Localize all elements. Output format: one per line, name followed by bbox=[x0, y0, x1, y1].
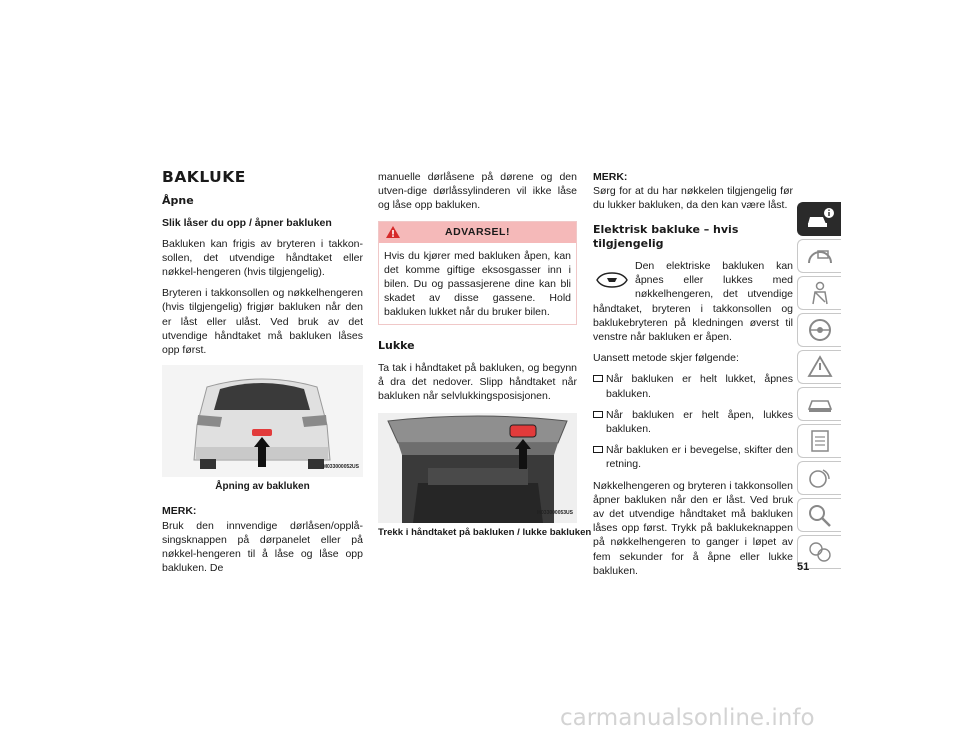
right-note-text: Sørg for at du har nøkkelen tilgjengelig før du lukker bakluken, da den kan være låst. bbox=[593, 185, 793, 212]
checkbox-icon bbox=[593, 446, 603, 453]
checkbox-icon bbox=[593, 375, 603, 382]
right-note-label: MERK: bbox=[593, 171, 628, 183]
seatbelt-icon bbox=[805, 280, 835, 306]
tab-safety[interactable] bbox=[797, 276, 841, 310]
open-para-2: Bryteren i takkonsollen og nøkkelhengeren (hvis tilgjengelig) frigjør bakluken når den er låst eller ulåst. Ved bruk av det utvendige håndtaket må bakluken låses opp først. bbox=[162, 287, 363, 357]
figure-caption-open: Åpning av bakluken bbox=[215, 481, 310, 493]
list-item: Når bakluken er helt åpen, lukkes bakluken. bbox=[593, 408, 793, 436]
open-heading: Åpne bbox=[162, 194, 194, 208]
tab-service[interactable] bbox=[797, 387, 841, 421]
close-para: Ta tak i håndtaket på bakluken, og begynn å dra det nedover. Slipp håndtaket når bakluken når selvlukkingsposisjonen. bbox=[378, 361, 577, 403]
car-info-icon bbox=[805, 206, 835, 232]
tab-emergency[interactable] bbox=[797, 350, 841, 384]
note-text-visible-part: Bruk den innvendige dørlåsen/opplå-singsknappen på dørpanelet eller på nøkkel-hengeren til å låse og låse opp bakluken. De bbox=[162, 519, 363, 575]
tab-driving[interactable] bbox=[797, 313, 841, 347]
chapter-tabs bbox=[797, 202, 841, 572]
multimedia-icon bbox=[805, 465, 835, 491]
figure-code: M033000053US bbox=[536, 510, 573, 517]
power-liftgate-heading: Elektrisk bakluke – hvis tilgjengelig bbox=[593, 222, 739, 250]
tab-specifications[interactable] bbox=[797, 424, 841, 458]
roadside-icon bbox=[805, 354, 835, 380]
section-title: BAKLUKE bbox=[162, 168, 246, 186]
key-fob-icon bbox=[593, 265, 631, 295]
warning-header bbox=[379, 222, 576, 243]
tab-multimedia[interactable] bbox=[797, 461, 841, 495]
watermark: carmanualsonline.info bbox=[560, 705, 815, 731]
tab-index[interactable] bbox=[797, 498, 841, 532]
final-paragraph: Nøkkelhengeren og bryteren i takkonsollen åpner bakluken når den er låst. Ved bruk av det utvendige håndtaket må bakluken låses opp først. Trykk på baklukeknappen på nøkkelhengeren to ganger i løpet av fem sekunder for å åpne eller lukke bakluken. bbox=[593, 479, 793, 577]
close-heading: Lukke bbox=[378, 338, 415, 352]
warning-box bbox=[378, 221, 577, 325]
warning-text: Hvis du kjører med bakluken åpen, kan det komme giftige eksosgasser inn i bilen. Du og passasjerene dine kan bli skadet av disse gassene. Hold bakluken lukket når du bruker bilen. bbox=[384, 249, 571, 319]
note-label: MERK: bbox=[162, 505, 197, 518]
list-item: Når bakluken er helt lukket, åpnes bakluken. bbox=[593, 372, 793, 400]
figure-caption-close: Trekk i håndtaket på bakluken / lukke bakluken bbox=[378, 527, 592, 539]
open-para-1: Bakluken kan frigis av bryteren i takkon-sollen, det utvendige håndtaket eller nøkkel-hengeren (hvis tilgjengelig). bbox=[162, 237, 363, 279]
warning-title: ADVARSEL! bbox=[445, 225, 510, 238]
tailgate-photo bbox=[378, 413, 577, 523]
column-middle bbox=[378, 170, 592, 551]
tab-dashboard[interactable] bbox=[797, 239, 841, 273]
open-subheading: Slik låser du opp / åpner bakluken bbox=[162, 217, 332, 230]
list-item: Når bakluken er i bevegelse, skifter den retning. bbox=[593, 443, 793, 471]
spec-list-icon bbox=[805, 428, 835, 454]
steering-wheel-icon bbox=[805, 317, 835, 343]
tab-vehicle-info[interactable] bbox=[797, 202, 841, 236]
page-number: 51 bbox=[797, 561, 810, 573]
rear-suv-photo bbox=[162, 365, 363, 477]
warning-triangle-icon bbox=[385, 225, 401, 239]
note-text-continued: manuelle dørlåsene på dørene og den utven-dige dørlåssylinderen vil ikke låse og låse opp bakluken. bbox=[378, 171, 577, 212]
checkbox-icon bbox=[593, 411, 603, 418]
method-lead: Uansett metode skjer følgende: bbox=[593, 352, 739, 365]
figure-code: M033000052US bbox=[322, 464, 359, 471]
dashboard-icon bbox=[805, 243, 835, 269]
column-left bbox=[162, 170, 363, 582]
magnifier-icon bbox=[805, 502, 835, 528]
column-right bbox=[593, 170, 793, 585]
key-fob-section bbox=[593, 259, 793, 344]
service-car-icon bbox=[805, 391, 835, 417]
power-liftgate-intro: Den elektriske bakluken kan åpnes eller lukkes med nøkkelhengeren, det utvendige håndtaket, bryteren i takkonsollen og baklukebryteren på kledningen øverst til venstre når bakluken er åpen. bbox=[593, 260, 793, 344]
